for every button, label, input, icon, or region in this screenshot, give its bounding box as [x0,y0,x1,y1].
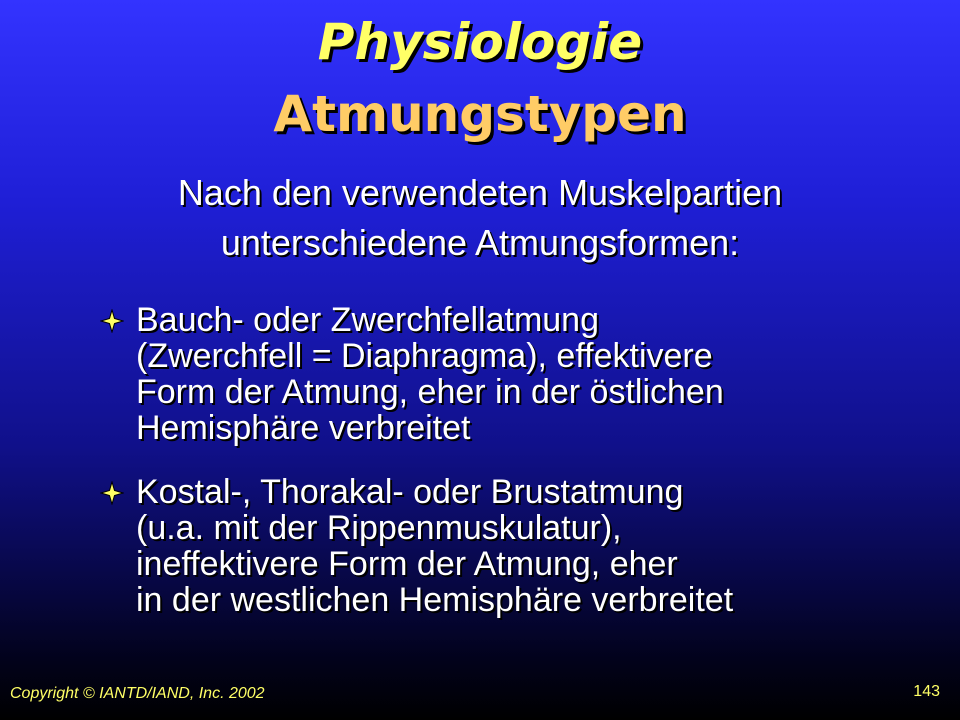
bullet-line: Form der Atmung, eher in der östlichen [136,373,724,411]
slide-intro [0,168,960,268]
bullet-line: Hemisphäre verbreitet [136,409,471,447]
bullet-line: Kostal-, Thorakal- oder Brustatmung [136,473,684,511]
four-point-star-icon [100,309,124,333]
bullet-text [136,474,920,618]
bullet-line: (Zwerchfell = Diaphragma), effektivere [136,337,713,375]
page-number: 143 [913,683,940,700]
copyright-footer: Copyright © IANTD/IAND, Inc. 2002 [10,685,265,702]
bullet-line: in der westlichen Hemisphäre verbreitet [136,581,734,619]
intro-line: unterschiedene Atmungsformen: [220,222,740,263]
four-point-star-icon [100,481,124,505]
slide-title: Physiologie [317,13,643,71]
bullet-line: (u.a. mit der Rippenmuskulatur), [136,509,622,547]
bullet-list [100,302,920,646]
bullet-item [100,302,920,446]
intro-line: Nach den verwendeten Muskelpartien [177,172,783,213]
bullet-item [100,474,920,618]
bullet-line: Bauch- oder Zwerchfellatmung [136,301,600,339]
bullet-text [136,302,920,446]
slide-subtitle-title: Atmungstypen [273,85,687,143]
bullet-line: ineffektivere Form der Atmung, eher [136,545,678,583]
